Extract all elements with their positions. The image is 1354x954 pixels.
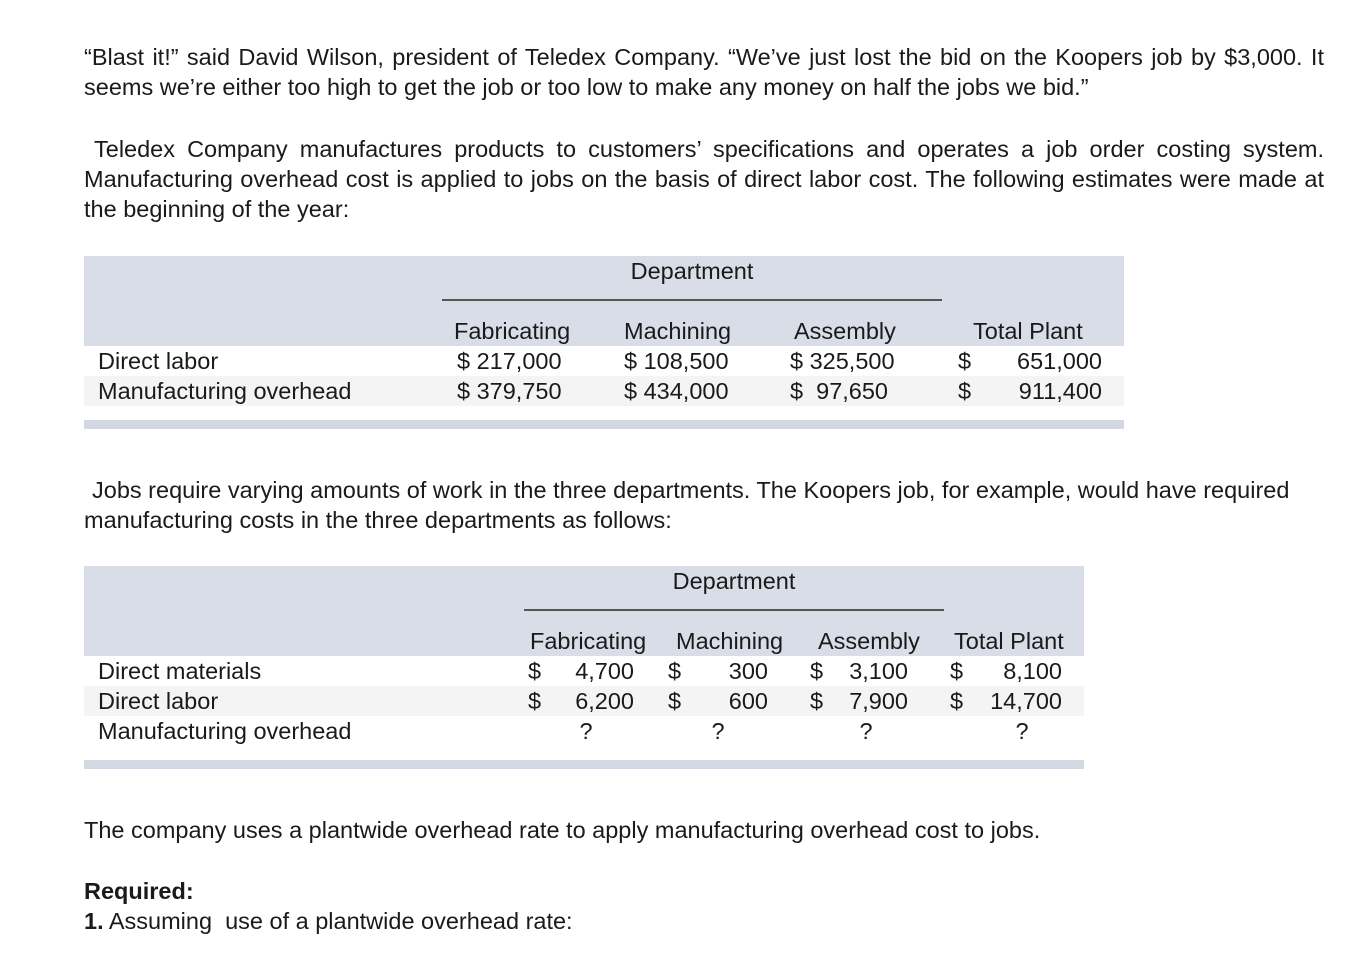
table2-cell-machining-sign: $ — [668, 658, 682, 684]
intro-description: Teledex Company manufactures products to customers’ specifications and operates a job order costing system. Manufacturing overhead cost is applied to jobs on the basis of direct labor cost. The following estimates were made at the beginning of the year: — [84, 136, 1324, 222]
table2-row-label: Manufacturing overhead — [98, 718, 352, 744]
table2-cell-assembly: 3,100 — [849, 658, 908, 684]
table2-cell-machining-sign: $ — [668, 688, 682, 714]
table1-cell-total: 651,000 — [1017, 348, 1102, 374]
required-item-1 — [84, 906, 573, 936]
table2-department-rule — [524, 609, 944, 611]
table2-cell-assembly: 7,900 — [849, 688, 908, 714]
table1-cell-total-sign: $ — [958, 348, 972, 374]
table2-row-label: Direct materials — [98, 658, 262, 684]
table2-cell-assembly-sign: $ — [810, 658, 824, 684]
table1-cell-total: 911,400 — [1018, 378, 1102, 404]
table2-col-total-plant: Total Plant — [954, 628, 1064, 654]
table2-department-header: Department — [672, 568, 796, 594]
table2-cell-total-sign: $ — [950, 658, 964, 684]
table1-col-assembly: Assembly — [794, 318, 896, 344]
table2-col-fabricating: Fabricating — [530, 628, 647, 654]
required-item-text: Assuming use of a plantwide overhead rate: — [108, 908, 573, 934]
table1-cell-total-sign: $ — [958, 378, 972, 404]
table2-cell-fabricating: 6,200 — [575, 688, 634, 714]
table2-cell-assembly-sign: $ — [810, 688, 824, 714]
table1-department-header: Department — [630, 258, 754, 284]
table2-col-machining: Machining — [676, 628, 784, 654]
table2-cell-fabricating-sign: $ — [528, 688, 542, 714]
table1-col-total-plant: Total Plant — [973, 318, 1083, 344]
table1-bottom-bar — [84, 420, 1124, 429]
table2-cell-fabricating: ? — [579, 718, 593, 744]
required-item-number: 1. — [84, 908, 104, 934]
table1-row-label: Direct labor — [98, 348, 219, 374]
table2-cell-assembly: ? — [859, 718, 873, 744]
table2-row-label: Direct labor — [98, 688, 219, 714]
table1-col-fabricating: Fabricating — [454, 318, 571, 344]
table1-col-machining: Machining — [624, 318, 732, 344]
table1-cell-machining: $ 108,500 — [624, 348, 729, 374]
table2-cell-machining: 300 — [728, 658, 768, 684]
table2-cell-total: 14,700 — [990, 688, 1062, 714]
table1-cell-fabricating: $ 379,750 — [457, 378, 562, 404]
table1-row-label: Manufacturing overhead — [98, 378, 352, 404]
table2-cell-machining: ? — [711, 718, 725, 744]
table2-col-assembly: Assembly — [818, 628, 920, 654]
table1-cell-machining: $ 434,000 — [624, 378, 729, 404]
table2-cell-total: 8,100 — [1003, 658, 1062, 684]
table2-cell-fabricating-sign: $ — [528, 658, 542, 684]
table1-department-rule — [442, 299, 942, 301]
intro-quote: “Blast it!” said David Wilson, president of Teledex Company. “We’ve just lost the bid on the Koopers job by $3,000. It seems we’re either too high to get the job or too low to make any money on half the jobs we bid.” — [84, 44, 1324, 100]
table2-bottom-bar — [84, 760, 1084, 769]
plantwide-text: The company uses a plantwide overhead rate to apply manufacturing overhead cost to jobs. — [84, 817, 1041, 843]
required-heading: Required: — [84, 878, 194, 904]
table2-cell-fabricating: 4,700 — [575, 658, 634, 684]
table2-cell-total: ? — [1015, 718, 1029, 744]
middle-text: Jobs require varying amounts of work in the three departments. The Koopers job, for example, would have required manufacturing costs in the three departments as follows: — [84, 477, 1290, 533]
table1-cell-assembly: $ 325,500 — [790, 348, 895, 374]
table2-cell-total-sign: $ — [950, 688, 964, 714]
table1-cell-fabricating: $ 217,000 — [457, 348, 562, 374]
table1-cell-assembly: $ 97,650 — [790, 378, 889, 404]
table2-cell-machining: 600 — [728, 688, 768, 714]
